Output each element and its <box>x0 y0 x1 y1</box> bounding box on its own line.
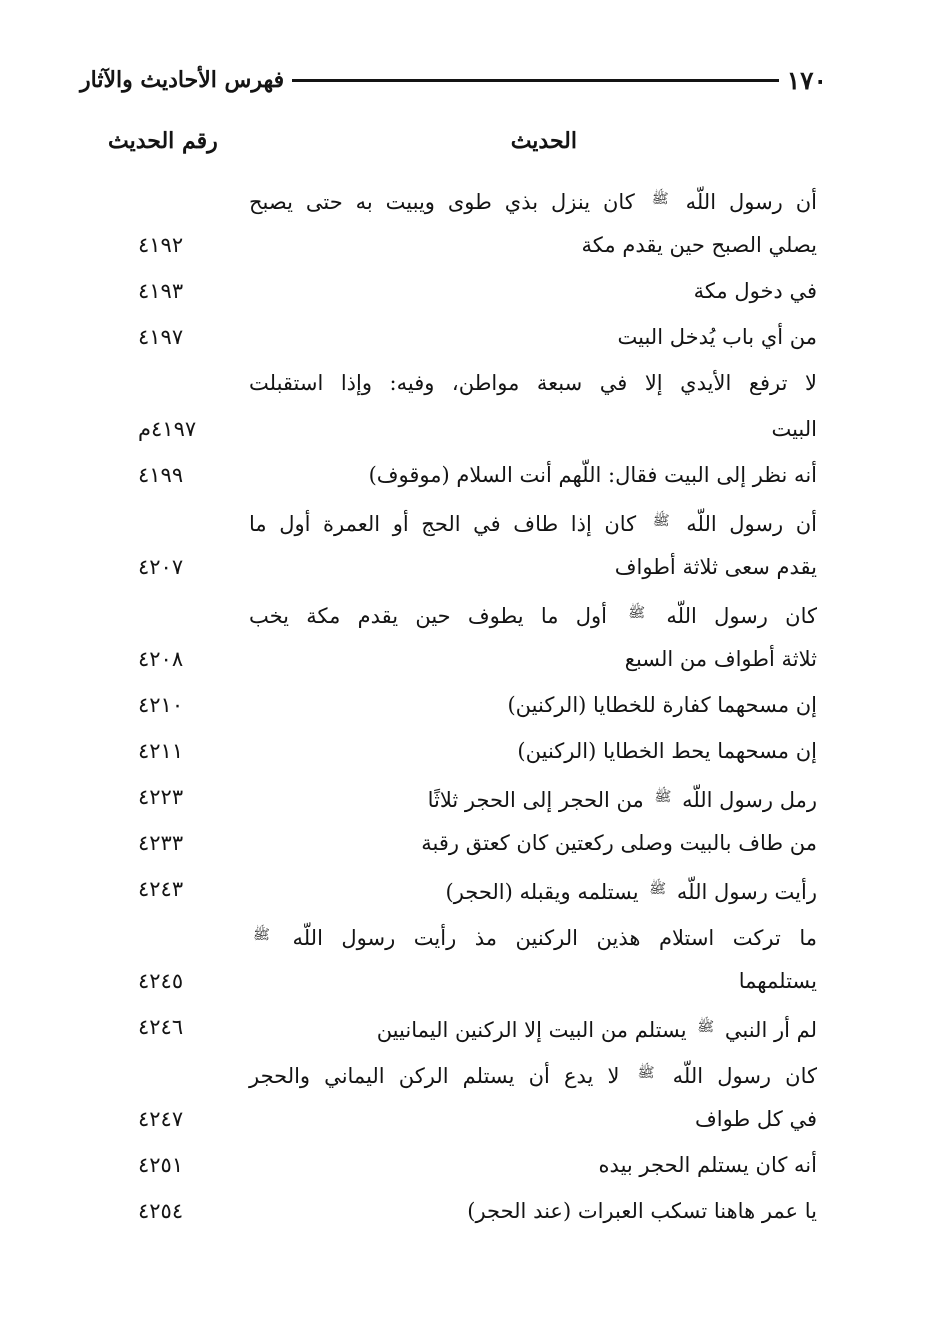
hadith-number: ٤١٩٣ <box>138 279 184 303</box>
entry-line <box>80 728 817 774</box>
index-entry <box>80 1188 817 1234</box>
entry-line <box>80 958 817 1004</box>
entry-line <box>80 1096 817 1142</box>
salawat-glyph: ﷺ <box>697 1019 715 1035</box>
entry-text: أنه نظر إلى البيت فقال: اللّهم أنت السلام (موقوف) <box>368 463 817 487</box>
entry-text: كان رسول اللّه <box>666 604 817 628</box>
column-headings <box>80 128 827 168</box>
entry-line <box>249 498 817 544</box>
hadith-number: ٤٢٢٣ <box>138 785 184 809</box>
hadith-number: ٤١٩٧م <box>138 417 197 441</box>
index-entry <box>80 774 817 820</box>
salawat-glyph: ﷺ <box>654 789 672 805</box>
entry-line <box>80 682 817 728</box>
entry-text: يا عمر هاهنا تسكب العبرات (عند الحجر) <box>467 1199 817 1223</box>
hadith-number: ٤٢١٠ <box>138 693 184 717</box>
hadith-number: ٤٢٣٣ <box>138 831 184 855</box>
index-entry <box>80 912 817 1004</box>
hadith-number: ٤٢٤٥ <box>138 969 184 993</box>
entry-line <box>80 820 817 866</box>
entry-text: أن رسول اللّه <box>685 190 817 214</box>
entry-line <box>80 866 817 912</box>
running-title: فهرس الأحاديث والآثار <box>80 67 285 93</box>
entry-text: أول ما يطوف حين يقدم مكة يخب <box>249 604 607 628</box>
salawat-glyph: ﷺ <box>651 191 669 207</box>
hadith-number: ٤٢١١ <box>138 739 184 763</box>
index-entry <box>80 820 817 866</box>
entry-line <box>249 176 817 222</box>
entry-text: في دخول مكة <box>693 279 817 303</box>
entry-text: يستلمه ويقبله (الحجر) <box>445 880 639 904</box>
hadith-number: ٤٢٠٨ <box>138 647 184 671</box>
header-rule <box>292 79 779 82</box>
entry-text: إن مسحهما يحط الخطايا (الركنين) <box>517 739 817 763</box>
entry-line <box>80 544 817 590</box>
entry-line <box>80 406 817 452</box>
salawat-glyph: ﷺ <box>637 1065 655 1081</box>
index-entry <box>80 314 817 360</box>
entry-line <box>249 590 817 636</box>
index-entry <box>80 590 817 682</box>
hadith-number: ٤٢٥١ <box>138 1153 184 1177</box>
entry-text: كان ينزل بذي طوى ويبيت به حتى يصبح <box>249 190 635 214</box>
entry-text: رأيت رسول اللّه <box>676 880 817 904</box>
entry-text: في كل طواف <box>695 1107 817 1131</box>
entry-line <box>249 1050 817 1096</box>
entry-text: من طاف بالبيت وصلى ركعتين كان كعتق رقبة <box>421 831 817 855</box>
index-entry <box>80 1004 817 1050</box>
salawat-glyph: ﷺ <box>253 927 270 943</box>
index-entry <box>80 1050 817 1142</box>
index-entry <box>80 360 817 452</box>
index-entry <box>80 268 817 314</box>
entry-text: أنه كان يستلم الحجر بيده <box>598 1153 817 1177</box>
entry-line <box>80 452 817 498</box>
entry-text: رمل رسول اللّه <box>682 788 817 812</box>
entry-text: كان إذا طاف في الحج أو العمرة أول ما <box>249 512 637 536</box>
index-entry <box>80 728 817 774</box>
running-header <box>80 58 827 102</box>
entry-line <box>80 1188 817 1234</box>
column-heading-hadith: الحديث <box>510 128 577 154</box>
entry-line <box>80 636 817 682</box>
hadith-number: ٤٢٤٦ <box>138 1015 184 1039</box>
index-entry <box>80 498 817 590</box>
entry-text: كان رسول اللّه <box>672 1064 817 1088</box>
entry-text: ما تركت استلام هذين الركنين مذ رأيت رسول اللّه <box>292 926 817 950</box>
entry-line <box>80 268 817 314</box>
entry-text: يستلم من البيت إلا الركنين اليمانيين <box>376 1018 687 1042</box>
page-number: ١٧٠ <box>786 65 827 95</box>
entry-text: البيت <box>771 417 817 441</box>
entry-line <box>80 314 817 360</box>
salawat-glyph: ﷺ <box>652 513 670 529</box>
entry-text: من أي باب يُدخل البيت <box>617 325 817 349</box>
hadith-number: ٤٢٥٤ <box>138 1199 184 1223</box>
entry-line <box>80 222 817 268</box>
hadith-index-list <box>80 176 817 1234</box>
salawat-glyph: ﷺ <box>649 881 667 897</box>
entry-line <box>80 1142 817 1188</box>
index-entry <box>80 866 817 912</box>
entry-text: إن مسحهما كفارة للخطايا (الركنين) <box>507 693 817 717</box>
entry-line <box>249 360 817 406</box>
entry-text: لا يدع أن يستلم الركن اليماني والحجر <box>249 1064 620 1088</box>
index-entry <box>80 1142 817 1188</box>
entry-text: يصلي الصبح حين يقدم مكة <box>581 233 817 257</box>
salawat-glyph: ﷺ <box>628 605 646 621</box>
entry-text: لم أر النبي <box>724 1018 817 1042</box>
hadith-number: ٤٢٤٣ <box>138 877 184 901</box>
hadith-number: ٤١٩٢ <box>138 233 184 257</box>
index-entry <box>80 176 817 268</box>
entry-line <box>80 1004 817 1050</box>
entry-text: يستلمهما <box>738 969 817 993</box>
entry-text: أن رسول اللّه <box>686 512 817 536</box>
hadith-number: ٤١٩٩ <box>138 463 184 487</box>
hadith-number: ٤١٩٧ <box>138 325 184 349</box>
column-heading-number: رقم الحديث <box>108 128 218 154</box>
entry-line <box>80 774 817 820</box>
entry-text: لا ترفع الأيدي إلا في سبعة مواطن، وفيه: وإذا استقبلت <box>249 371 817 395</box>
entry-line <box>249 912 817 958</box>
hadith-number: ٤٢٤٧ <box>138 1107 184 1131</box>
entry-text: من الحجر إلى الحجر ثلاثًا <box>427 788 644 812</box>
index-entry <box>80 452 817 498</box>
index-entry <box>80 682 817 728</box>
hadith-number: ٤٢٠٧ <box>138 555 184 579</box>
entry-text: ثلاثة أطواف من السبع <box>624 647 817 671</box>
entry-text: يقدم سعى ثلاثة أطواف <box>614 555 817 579</box>
